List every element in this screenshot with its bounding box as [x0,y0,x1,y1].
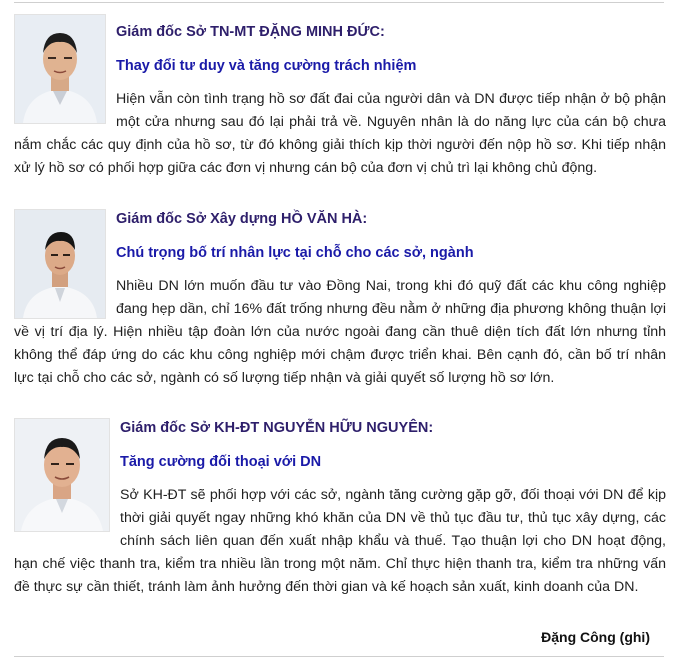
author-signature: Đặng Công (ghi) [541,629,650,645]
interview-section-2 [14,209,666,390]
section-headline: Chú trọng bố trí nhân lực tại chỗ cho các sở, ngành [116,245,474,261]
section-headline: Thay đổi tư duy và tăng cường trách nhiệm [116,58,417,74]
portrait-photo [14,418,110,532]
portrait-illustration [15,419,109,531]
speaker-name: Giám đốc Sở KH-ĐT NGUYỄN HỮU NGUYÊN: [120,420,434,436]
portrait-photo [14,209,106,319]
portrait-illustration [15,210,105,318]
section-body: Sở KH-ĐT sẽ phối hợp với các sở, ngành tăng cường gặp gỡ, đối thoại với DN để kịp thời giải quyết ngay những khó khăn của DN về thủ tục đầu tư, thủ tục xây dựng, các chính sách liên quan đến xuất nhập khẩu và thuế. Tạo thuận lợi cho DN hoạt động, hạn chế việc thanh tra, kiểm tra nhiều lần trong một năm. Chỉ thực hiện thanh tra, kiểm tra những vấn đề thực sự cần thiết, tránh làm ảnh hưởng đến thời gian và kế hoạch sản xuất, kinh doanh của DN. [14,487,666,595]
speaker-name: Giám đốc Sở Xây dựng HỒ VĂN HÀ: [116,211,368,227]
portrait-photo [14,14,106,124]
top-divider [14,2,664,3]
portrait-illustration [15,15,105,123]
bottom-divider [14,656,664,657]
interview-section-1 [14,14,666,180]
section-body: Hiện vẫn còn tình trạng hồ sơ đất đai của người dân và DN được tiếp nhận ở bộ phận một cửa nhưng sau đó lại phải trả về. Nguyên nhân là do năng lực của cán bộ chưa nắm chắc các quy định của hồ sơ, từ đó không giải thích kịp thời người đến nộp hồ sơ. Khi tiếp nhận xử lý hồ sơ có phối hợp giữa các đơn vị nhưng cán bộ của đơn vị chủ trì lại không chủ động. [14,91,666,176]
speaker-name: Giám đốc Sở TN-MT ĐẶNG MINH ĐỨC: [116,24,385,40]
interview-section-3 [14,418,666,599]
section-headline: Tăng cường đối thoại với DN [120,454,322,470]
section-body: Nhiều DN lớn muốn đầu tư vào Đồng Nai, trong khi đó quỹ đất các khu công nghiệp đang hẹp dần, chỉ 16% đất trống nhưng đều nằm ở những địa phương không thuận lợi về vị trí địa lý. Hiện nhiều tập đoàn lớn của nước ngoài đang cần thuê diện tích đất lớn nhưng tỉnh không thể đáp ứng do các khu công nghiệp mới chậm được triển khai. Bên cạnh đó, cần bố trí nhân lực tại chỗ cho các sở, ngành có số lượng tiếp nhận và giải quyết số lượng hồ sơ lớn. [14,278,666,386]
